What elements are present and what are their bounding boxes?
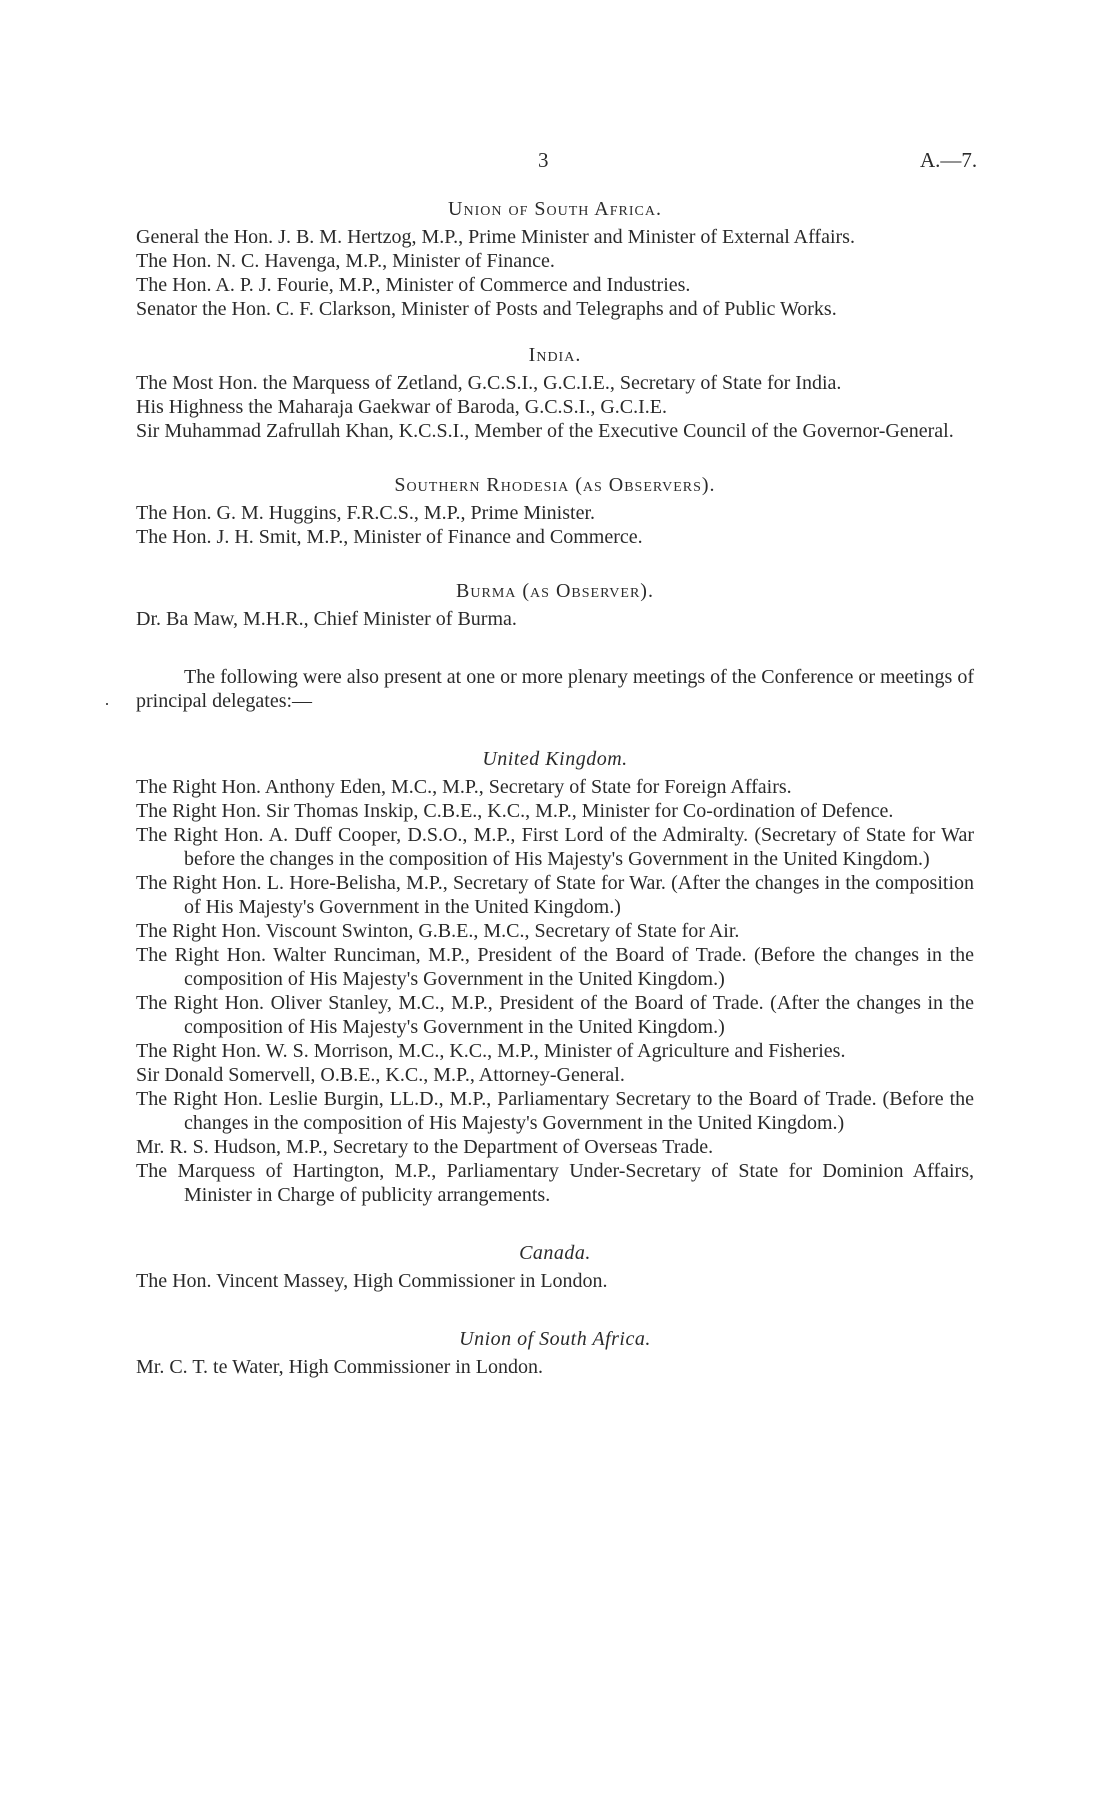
page-number: 3 xyxy=(538,148,549,172)
attendee-entry: The Right Hon. Walter Runciman, M.P., President of the Board of Trade. (Before the changes in the composition of His Majesty's Government in the United Kingdom.) xyxy=(136,944,974,990)
attendee-entry: The Hon. Vincent Massey, High Commissioner in London. xyxy=(136,1270,608,1292)
section-heading: United Kingdom. xyxy=(482,748,628,770)
delegate-entry: His Highness the Maharaja Gaekwar of Baroda, G.C.S.I., G.C.I.E. xyxy=(136,396,667,418)
section-burma xyxy=(136,579,974,631)
delegate-entry: The Hon. J. H. Smit, M.P., Minister of Finance and Commerce. xyxy=(136,526,643,548)
attendee-entry: The Right Hon. Sir Thomas Inskip, C.B.E., K.C., M.P., Minister for Co-ordination of Defence. xyxy=(136,800,894,822)
section-heading: Southern Rhodesia (as Observers). xyxy=(394,474,716,496)
delegate-entry: General the Hon. J. B. M. Hertzog, M.P., Prime Minister and Minister of External Affairs. xyxy=(136,226,855,248)
delegate-entry: Senator the Hon. C. F. Clarkson, Minister of Posts and Telegraphs and of Public Works. xyxy=(136,298,837,320)
delegate-entry: The Hon. A. P. J. Fourie, M.P., Minister of Commerce and Industries. xyxy=(136,274,691,296)
section-heading: Union of South Africa. xyxy=(459,1328,651,1350)
attendee-entry: The Right Hon. W. S. Morrison, M.C., K.C., M.P., Minister of Agriculture and Fisheries. xyxy=(136,1040,846,1062)
section-heading: Union of South Africa. xyxy=(448,198,662,220)
delegate-entry: The Hon. G. M. Huggins, F.R.C.S., M.P., Prime Minister. xyxy=(136,502,596,524)
section-union-of-south-africa-observers xyxy=(136,1327,974,1379)
delegate-entry: The Hon. N. C. Havenga, M.P., Minister of Finance. xyxy=(136,250,555,272)
section-union-of-south-africa xyxy=(136,197,974,321)
attendee-entry: Sir Donald Somervell, O.B.E., K.C., M.P., Attorney-General. xyxy=(136,1064,625,1086)
attendee-entry: Mr. C. T. te Water, High Commissioner in London. xyxy=(136,1356,544,1378)
document-reference: A.—7. xyxy=(920,148,978,172)
document-body xyxy=(136,197,974,1379)
section-heading: Canada. xyxy=(519,1242,591,1264)
section-southern-rhodesia xyxy=(136,473,974,549)
attendee-entry: The Right Hon. A. Duff Cooper, D.S.O., M.P., First Lord of the Admiralty. (Secretary of State for War before the changes in the composition of His Majesty's Government in the United Kingdom.) xyxy=(136,824,974,870)
attendee-entry: Mr. R. S. Hudson, M.P., Secretary to the Department of Overseas Trade. xyxy=(136,1136,714,1158)
attendee-entry: The Right Hon. L. Hore-Belisha, M.P., Secretary of State for War. (After the changes in the composition of His Majesty's Government in the United Kingdom.) xyxy=(136,872,974,918)
section-heading: India. xyxy=(528,344,582,366)
delegate-entry: Dr. Ba Maw, M.H.R., Chief Minister of Burma. xyxy=(136,608,517,630)
attendee-entry: The Right Hon. Leslie Burgin, LL.D., M.P., Parliamentary Secretary to the Board of Trade. (Before the changes in the composition of His Majesty's Government in the United Kingdom.) xyxy=(136,1088,974,1134)
attendee-entry: The Right Hon. Viscount Swinton, G.B.E., M.C., Secretary of State for Air. xyxy=(136,920,740,942)
attendee-entry: The Marquess of Hartington, M.P., Parliamentary Under-Secretary of State for Dominion Affairs, Minister in Charge of publicity arrangements. xyxy=(136,1160,974,1206)
section-india xyxy=(136,343,974,443)
intro-paragraph: The following were also present at one or more plenary meetings of the Conference or meetings of principal delegates:— xyxy=(136,666,974,712)
section-united-kingdom xyxy=(136,747,974,1207)
attendee-entry: The Right Hon. Anthony Eden, M.C., M.P., Secretary of State for Foreign Affairs. xyxy=(136,776,792,798)
delegate-entry: The Most Hon. the Marquess of Zetland, G.C.S.I., G.C.I.E., Secretary of State for India. xyxy=(136,372,842,394)
attendee-entry: The Right Hon. Oliver Stanley, M.C., M.P., President of the Board of Trade. (After the changes in the composition of His Majesty's Government in the United Kingdom.) xyxy=(136,992,974,1038)
margin-mark xyxy=(106,703,108,705)
section-heading: Burma (as Observer). xyxy=(456,580,654,602)
section-canada xyxy=(136,1241,974,1293)
delegate-entry: Sir Muhammad Zafrullah Khan, K.C.S.I., Member of the Executive Council of the Governor-General. xyxy=(136,420,954,442)
